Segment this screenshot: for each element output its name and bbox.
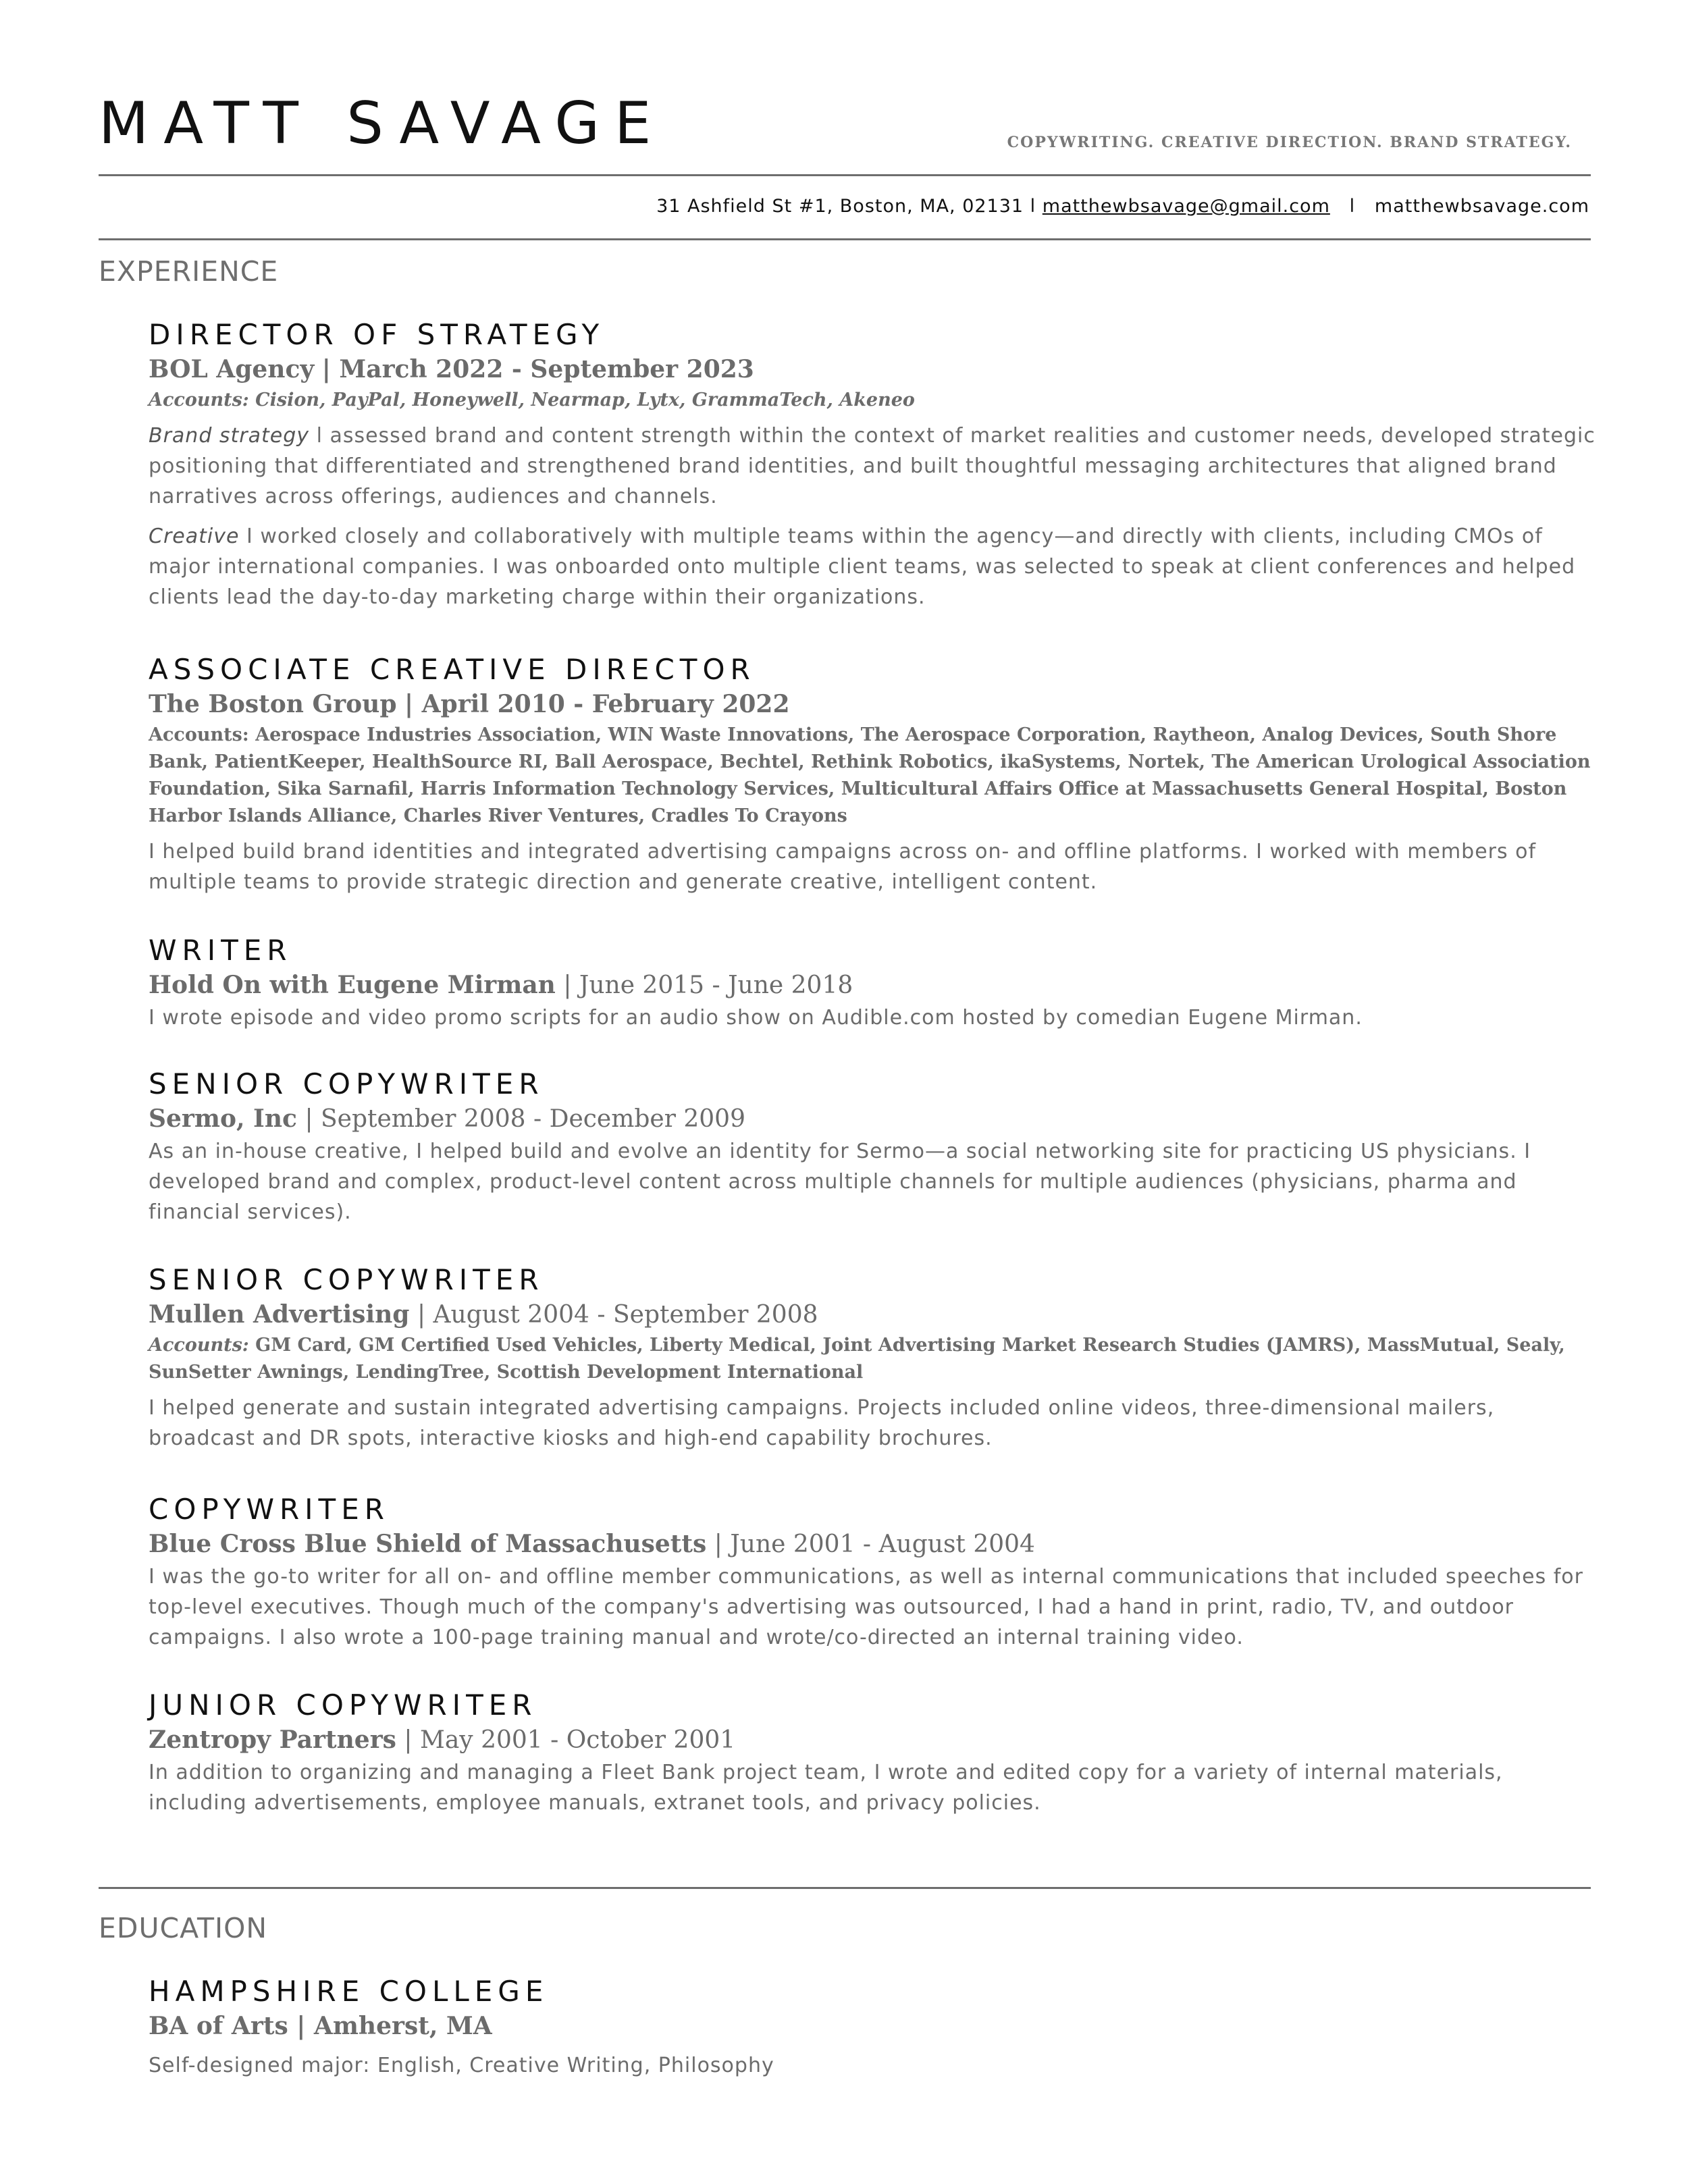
desc-text: I worked closely and collaboratively with multiple teams within the agency—and directly with clients, including CMOs of major international companies. I was onboarded onto multiple client teams, was selected to speak at client conferences and helped clients lead the day-to-day marketing charge within their organizations. [149,525,1576,609]
job-senior-copywriter-sermo [149,1067,1593,1227]
header-divider [99,174,1591,176]
job-accounts [149,1332,1600,1386]
job-employer-dates [149,687,1593,722]
accounts-list: GM Card, GM Certified Used Vehicles, Liberty Medical, Joint Advertising Market Research Studies (JAMRS), MassMutual, Sealy, SunSetter Awnings, LendingTree, Scottish Development International [149,1335,1565,1383]
job-title: SENIOR COPYWRITER [149,1263,544,1296]
degree: BA of Arts | Amherst, MA [149,2012,492,2040]
job-description: As an in-house creative, I helped build and evolve an identity for Sermo—a social networking site for practicing US physicians. I developed brand and complex, product-level content across multiple channels for multiple audiences (physicians, pharma and financial services). [149,1140,1531,1224]
job-dates: | September 2008 - December 2009 [305,1105,745,1133]
resume-tagline: COPYWRITING. CREATIVE DIRECTION. BRAND STRATEGY. [1007,134,1572,151]
job-description [149,421,1600,512]
job-description: I helped build brand identities and integrated advertising campaigns across on- and offline platforms. I worked with members of multiple teams to provide strategic direction and generate creative, intelligent content. [149,840,1537,894]
education-entry [149,1974,1593,2081]
job-employer-dates [149,1527,1593,1562]
job-dates: | April 2010 - February 2022 [404,690,790,718]
job-title: DIRECTOR OF STRATEGY [149,318,605,351]
job-accounts: Accounts: Cision, PayPal, Honeywell, Nearmap, Lytx, GrammaTech, Akeneo [149,390,915,410]
job-employer: The Boston Group [149,690,397,718]
job-title: JUNIOR COPYWRITER [149,1688,537,1722]
job-employer: BOL Agency [149,355,315,383]
accounts-label: Accounts: [149,1335,249,1356]
job-dates: | June 2015 - June 2018 [563,971,853,999]
job-description [149,521,1600,612]
education-divider [99,1887,1591,1889]
resume-name: MATT SAVAGE [99,90,666,157]
job-employer: Blue Cross Blue Shield of Massachusetts [149,1530,707,1558]
contact-website: matthewbsavage.com [1374,196,1589,217]
job-accounts: Accounts: Aerospace Industries Association, WIN Waste Innovations, The Aerospace Corporation, Raytheon, Analog Devices, South Shore Bank, PatientKeeper, HealthSource RI, Ball Aerospace, Bechtel, Rethink Robotics, ikaSystems, Nortek, The American Urological Association Foundation, Sika Sarnafil, Harris Information Technology Services, Multicultural Affairs Office at Massachusetts General Hospital, Boston Harbor Islands Alliance, Charles River Ventures, Cradles To Crayons [149,724,1591,826]
job-description: I wrote episode and video promo scripts for an audio show on Audible.com hosted by comedian Eugene Mirman. [149,1006,1363,1030]
job-description: I was the go-to writer for all on- and offline member communications, as well as internal communications that included speeches for top-level executives. Though much of the company's advertising was outsourced, I had a hand in print, radio, TV, and outdoor campaigns. I also wrote a 100-page training manual and wrote/co-directed an internal training video. [149,1565,1583,1649]
job-title: COPYWRITER [149,1493,390,1526]
job-employer-dates [149,352,1593,387]
degree-line [149,2009,1593,2044]
job-dates: | June 2001 - August 2004 [714,1530,1035,1558]
job-dates: | August 2004 - September 2008 [417,1301,818,1329]
job-employer: Mullen Advertising [149,1300,410,1329]
school-name: HAMPSHIRE COLLEGE [149,1975,549,2008]
desc-text: l assessed brand and content strength within the context of market realities and customer needs, developed strategic positioning that differentiated and strengthened brand identities, and built thoughtful messaging architectures that aligned brand narratives across offerings, audiences and channels. [149,424,1595,508]
job-employer-dates [149,1298,1593,1332]
job-copywriter-bcbs [149,1492,1593,1653]
contact-divider [99,238,1591,240]
job-associate-creative-director [149,652,1593,897]
job-employer-dates [149,968,1593,1003]
contact-line [656,196,1589,217]
job-title: ASSOCIATE CREATIVE DIRECTOR [149,653,756,686]
job-writer [149,933,1593,1033]
job-description: I helped generate and sustain integrated advertising campaigns. Projects included online videos, three-dimensional mailers, broadcast and DR spots, interactive kiosks and high-end capability brochures. [149,1396,1495,1450]
contact-address: 31 Ashfield St #1, Boston, MA, 02131 l [656,196,1036,217]
job-dates: | March 2022 - September 2023 [321,355,754,383]
education-description: Self-designed major: English, Creative Writing, Philosophy [149,2054,774,2077]
job-title: SENIOR COPYWRITER [149,1067,544,1100]
contact-separator: l [1349,196,1356,217]
experience-heading: EXPERIENCE [99,255,279,288]
desc-label: Brand strategy [149,424,310,448]
job-employer: Hold On with Eugene Mirman [149,971,556,999]
job-director-of-strategy [149,317,1593,612]
job-senior-copywriter-mullen [149,1262,1593,1454]
job-employer-dates [149,1102,1593,1136]
job-employer-dates [149,1723,1593,1757]
job-description: In addition to organizing and managing a Fleet Bank project team, I wrote and edited copy for a variety of internal materials, including advertisements, employee manuals, extranet tools, and privacy policies. [149,1761,1503,1815]
job-junior-copywriter [149,1688,1593,1818]
desc-label: Creative [149,525,240,548]
job-dates: | May 2001 - October 2001 [404,1726,736,1754]
contact-email-link[interactable]: matthewbsavage@gmail.com [1042,196,1330,217]
job-employer: Sermo, Inc [149,1104,297,1133]
education-heading: EDUCATION [99,1912,268,1944]
job-title: WRITER [149,934,292,967]
job-employer: Zentropy Partners [149,1726,396,1754]
